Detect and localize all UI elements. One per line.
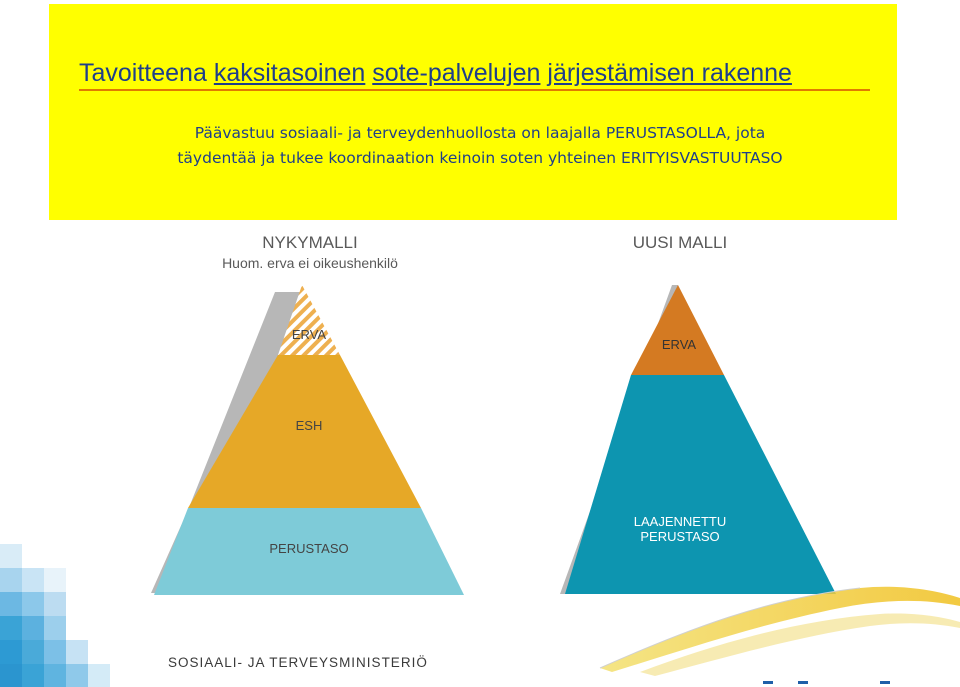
title-part-underlined: kaksitasoinen [213,59,366,87]
laajennettu-perustaso-level [565,375,836,594]
erva-label: ERVA [291,327,327,342]
perustaso-label: PERUSTASO [269,541,349,556]
decorative-mosaic [0,544,110,687]
ministry-footer: SOSIAALI- JA TERVEYSMINISTERIÖ [168,655,428,670]
esh-label: ESH [295,418,323,433]
left-model-heading: NYKYMALLI [262,233,358,252]
title-part-underlined: järjestämisen rakenne [547,59,792,87]
decorative-swoosh [600,587,960,684]
left-model-note: Huom. erva ei oikeushenkilö [222,255,398,271]
title-part: Tavoitteena [79,59,214,87]
subtitle-line-2: täydentää ja tukee koordinaation keinoin soten yhteinen ERITYISVASTUUTASO [177,149,783,167]
right-model-heading: UUSI MALLI [632,233,728,252]
laajennettu-label-line2: PERUSTASO [640,529,720,544]
new-model-pyramid [560,285,836,594]
erva-new-level [631,285,724,375]
title-part-underlined: sote-palvelujen [372,59,541,87]
laajennettu-label-line1: LAAJENNETTU [633,514,727,529]
subtitle-line-1: Päävastuu sosiaali- ja terveydenhuollosta on laajalla PERUSTASOLLA, jota [194,124,766,142]
erva-new-label: ERVA [661,337,697,352]
